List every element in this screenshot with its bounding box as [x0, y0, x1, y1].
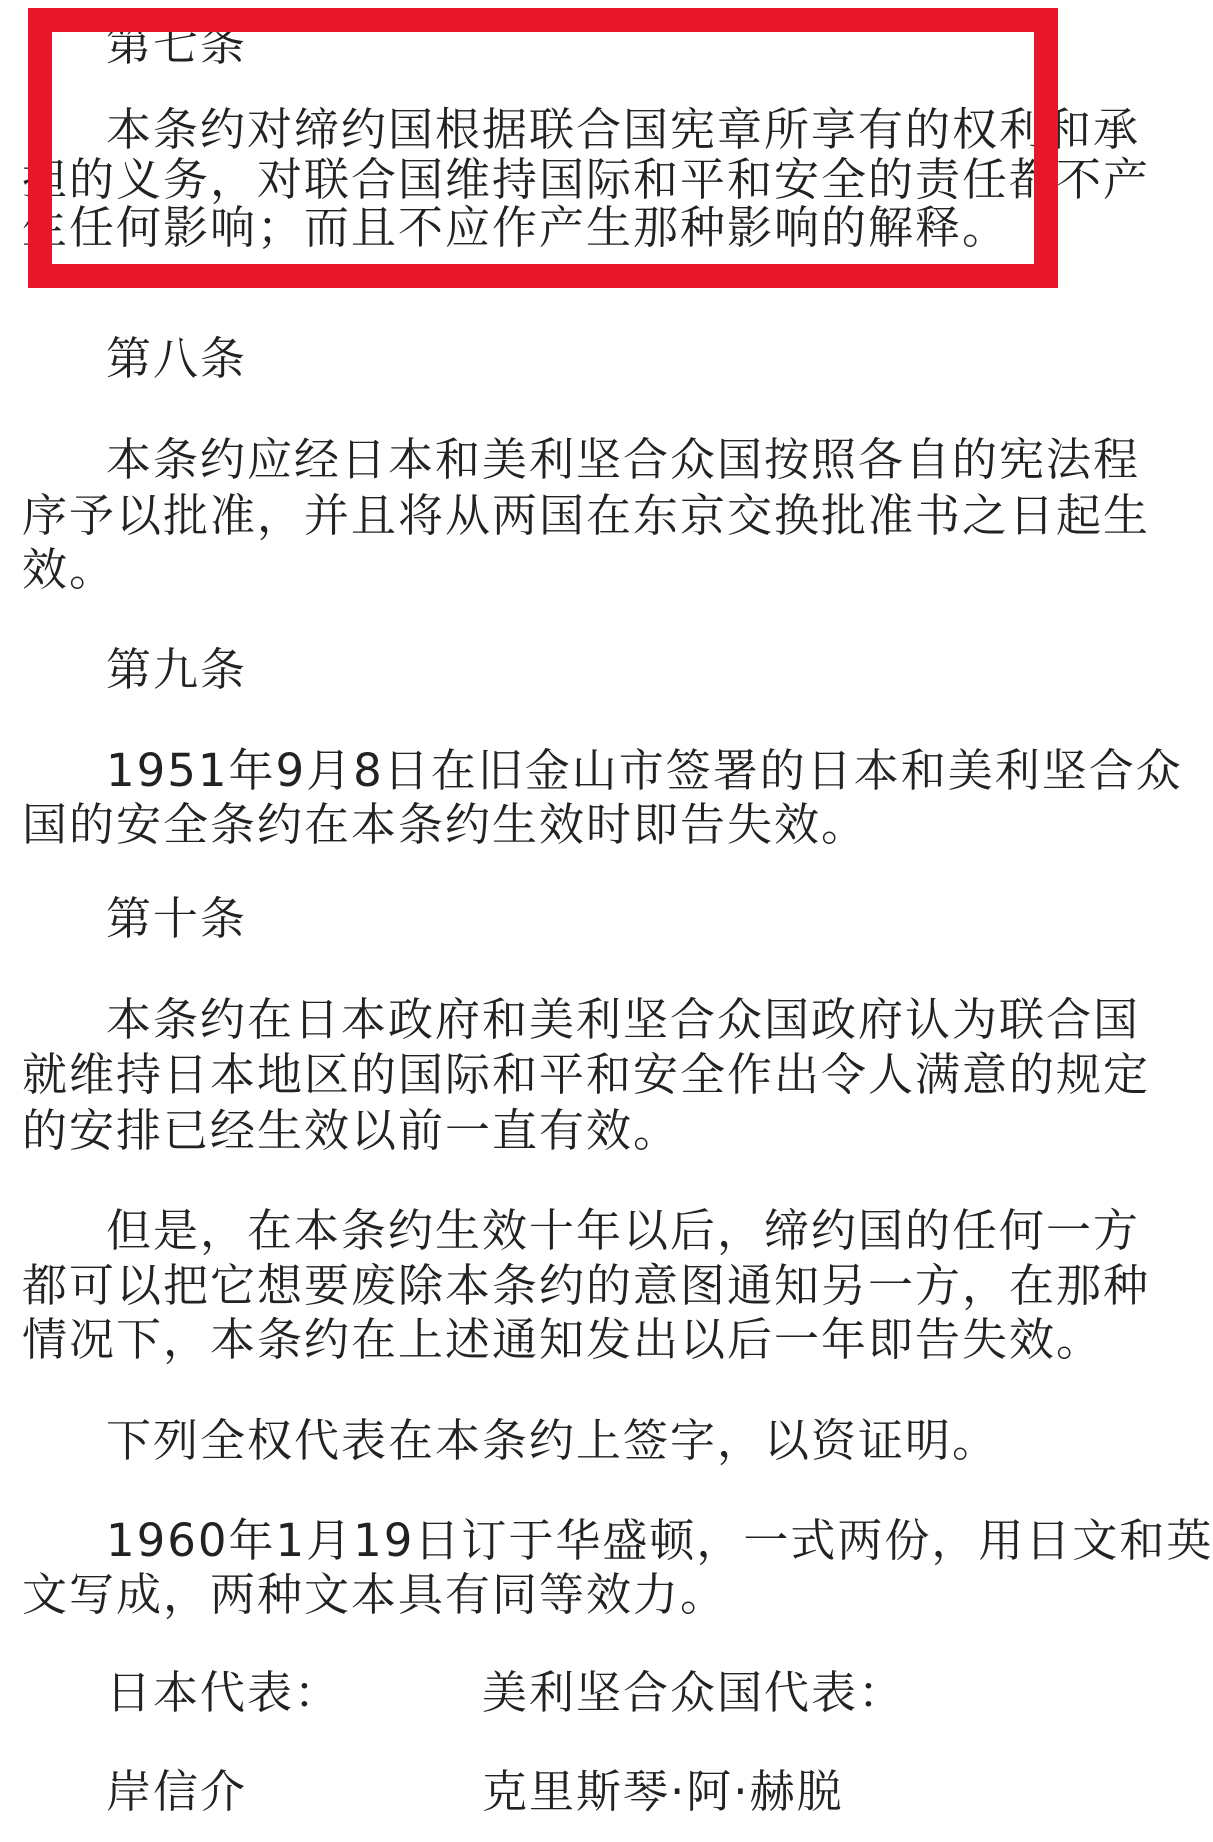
article-8-line-1: 本条约应经日本和美利坚合众国按照各自的宪法程	[106, 433, 1141, 486]
article-7-line-3: 生任何影响；而且不应作产生那种影响的解释。	[22, 201, 1010, 254]
article-10-heading: 第十条	[106, 892, 248, 945]
japan-representative-name: 岸信介	[106, 1765, 248, 1818]
article-8-line-2: 序予以批准，并且将从两国在东京交换批准书之日起生	[22, 489, 1151, 542]
article-10-line-1: 本条约在日本政府和美利坚合众国政府认为联合国	[106, 993, 1141, 1046]
article-9-line-1: 1951年9月8日在旧金山市签署的日本和美利坚合众	[106, 744, 1183, 797]
article-7-heading: 第七条	[106, 18, 248, 71]
article-8-heading: 第八条	[106, 332, 248, 385]
article-8-line-3: 效。	[22, 543, 117, 596]
us-representative-name: 克里斯琴·阿·赫脱	[482, 1765, 844, 1818]
us-representative-label: 美利坚合众国代表：	[482, 1666, 906, 1719]
done-at-line-2: 文写成，两种文本具有同等效力。	[22, 1568, 728, 1621]
article-10-para2-line-1: 但是，在本条约生效十年以后，缔约国的任何一方	[106, 1204, 1141, 1257]
article-10-para2-line-3: 情况下，本条约在上述通知发出以后一年即告失效。	[22, 1313, 1104, 1366]
article-9-line-2: 国的安全条约在本条约生效时即告失效。	[22, 798, 869, 851]
article-10-para2-line-2: 都可以把它想要废除本条约的意图通知另一方，在那种	[22, 1259, 1151, 1312]
article-10-line-3: 的安排已经生效以前一直有效。	[22, 1104, 681, 1157]
article-7-line-1: 本条约对缔约国根据联合国宪章所享有的权利和承	[106, 103, 1141, 156]
red-highlight-box	[28, 8, 1141, 288]
article-7-line-2: 担的义务，对联合国维持国际和平和安全的责任都不产	[22, 153, 1151, 206]
article-9-heading: 第九条	[106, 643, 248, 696]
article-10-line-2: 就维持日本地区的国际和平和安全作出令人满意的规定	[22, 1048, 1151, 1101]
done-at-line-1: 1960年1月19日订于华盛顿，一式两份，用日文和英	[106, 1514, 1213, 1567]
witness-statement: 下列全权代表在本条约上签字，以资证明。	[106, 1414, 1000, 1467]
japan-representative-label: 日本代表：	[106, 1666, 342, 1719]
